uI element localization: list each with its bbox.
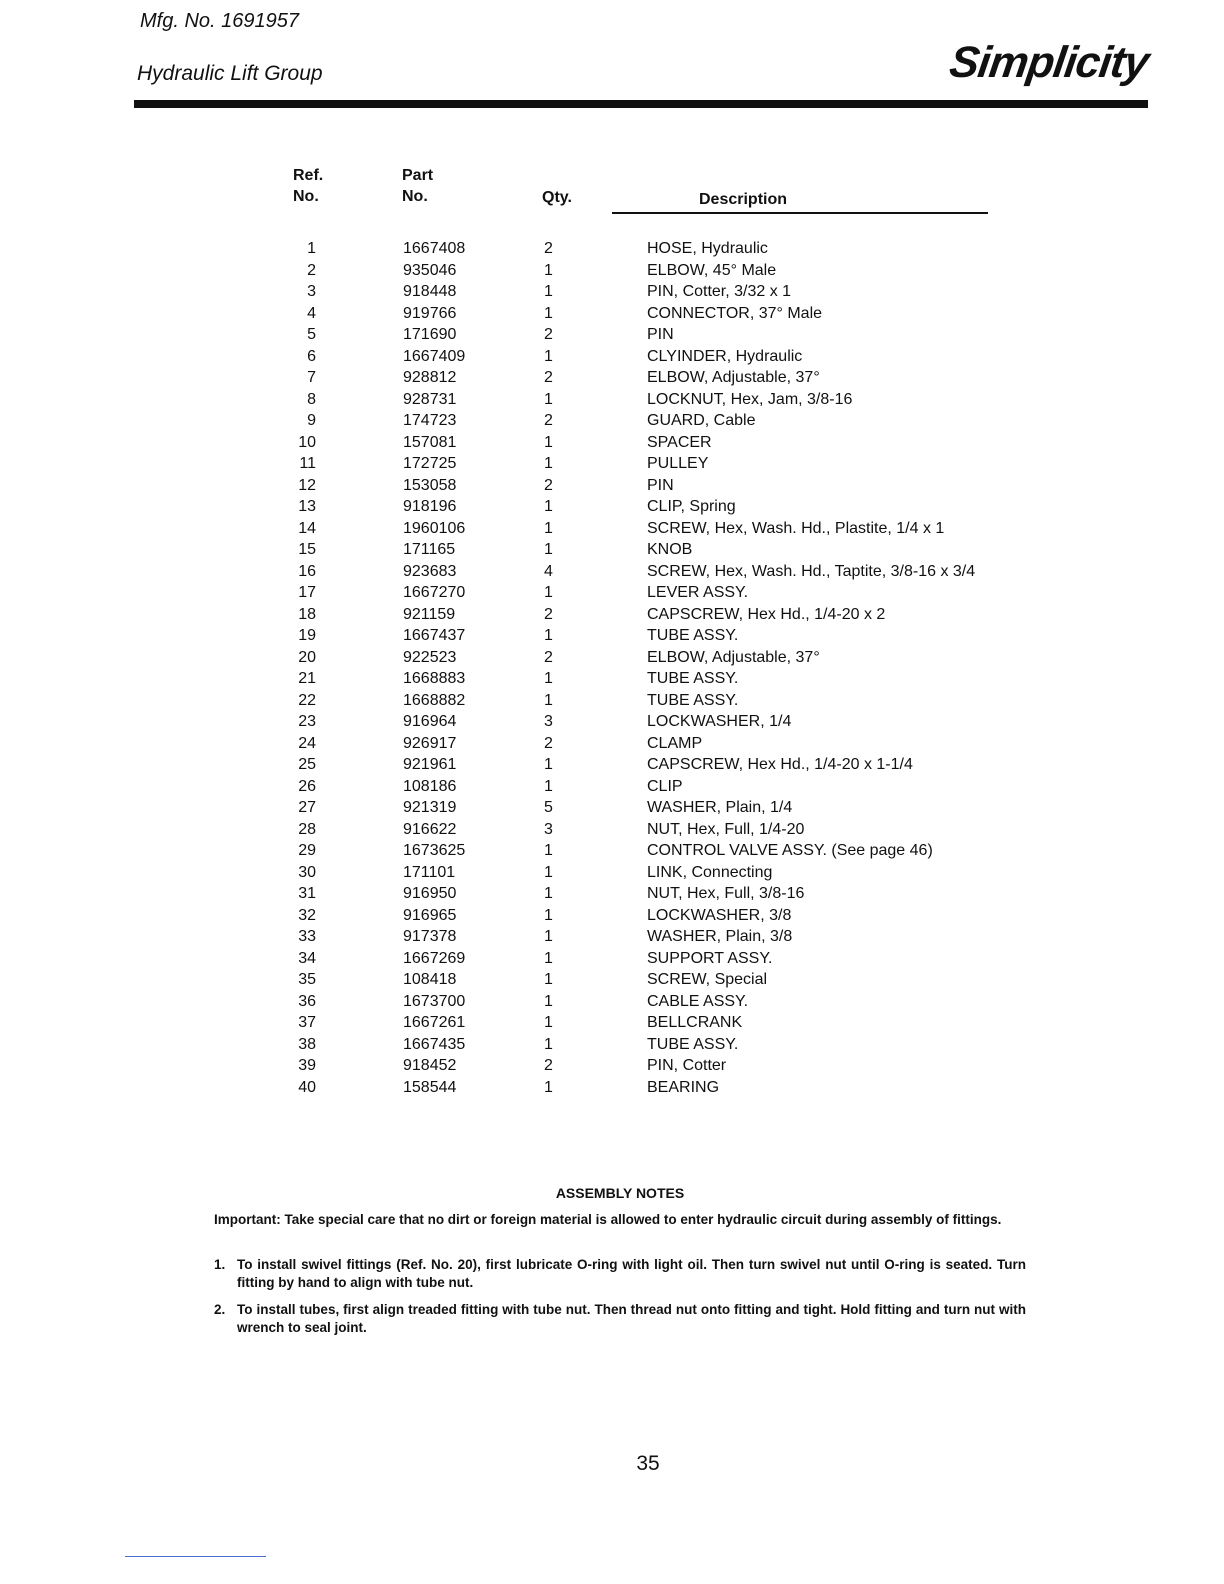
ref-no-cell: 12: [298, 476, 316, 494]
ref-no-cell: 14: [298, 519, 316, 537]
part-no-cell: 917378: [403, 928, 457, 945]
part-no-cell: 918196: [403, 498, 457, 515]
qty-cell: 1: [544, 390, 553, 408]
description-cell: PIN, Cotter, 3/32 x 1: [647, 283, 792, 300]
description-cell: SCREW, Special: [647, 971, 768, 988]
qty-cell: 1: [544, 971, 553, 988]
description-cell: TUBE ASSY.: [647, 1035, 739, 1053]
qty-cell: 2: [544, 476, 553, 494]
part-no-cell: 157081: [403, 433, 457, 451]
table-row: [0, 475, 1224, 497]
table-row: [0, 711, 1224, 733]
description-cell: TUBE ASSY.: [647, 627, 739, 644]
table-row: [0, 1077, 1224, 1099]
table-row: [0, 883, 1224, 905]
qty-cell: 1: [544, 519, 553, 537]
table-row: [0, 281, 1224, 303]
table-row: [0, 776, 1224, 798]
mfg-number: Mfg. No. 1691957: [140, 10, 299, 32]
description-cell: LOCKWASHER, 3/8: [647, 906, 792, 924]
ref-no-cell: 36: [298, 992, 316, 1010]
ref-no-cell: 24: [298, 734, 316, 752]
ref-no-cell: 22: [298, 691, 316, 709]
table-row: [0, 926, 1224, 948]
qty-cell: 2: [544, 412, 553, 429]
notes-intro: Important: Take special care that no dirt or foreign material is allowed to enter hydraulic circuit during assembly of fittings.: [214, 1212, 1002, 1227]
ref-no-cell: 4: [307, 304, 316, 322]
part-no-cell: 928731: [403, 390, 457, 408]
part-no-cell: 1673700: [403, 992, 466, 1010]
qty-cell: 1: [544, 455, 553, 472]
qty-cell: 1: [544, 906, 553, 924]
part-no-cell: 916622: [403, 820, 457, 838]
table-row: [0, 604, 1224, 626]
description-cell: CLIP, Spring: [647, 498, 736, 515]
qty-cell: 3: [544, 713, 553, 730]
description-cell: CLYINDER, Hydraulic: [647, 347, 803, 365]
qty-cell: 1: [544, 992, 553, 1010]
description-cell: GUARD, Cable: [647, 412, 756, 429]
description-cell: TUBE ASSY.: [647, 670, 739, 687]
qty-cell: 1: [544, 541, 553, 558]
qty-cell: 1: [544, 261, 553, 279]
table-row: [0, 453, 1224, 475]
qty-cell: 1: [544, 1014, 553, 1031]
part-no-cell: 158544: [403, 1078, 457, 1096]
description-cell: CAPSCREW, Hex Hd., 1/4-20 x 2: [647, 605, 886, 623]
ref-no-cell: 28: [298, 820, 316, 838]
part-no-cell: 1667408: [403, 240, 466, 257]
ref-no-cell: 32: [298, 906, 316, 924]
qty-cell: 1: [544, 756, 553, 773]
part-no-cell: 171101: [403, 863, 456, 881]
ref-no-cell: 39: [298, 1057, 316, 1074]
part-no-cell: 172725: [403, 455, 457, 472]
ref-no-cell: 16: [298, 562, 316, 580]
description-cell: LINK, Connecting: [647, 863, 773, 881]
header-underline: [612, 212, 988, 214]
note-number: 2.: [214, 1302, 226, 1317]
ref-no-cell: 40: [298, 1078, 316, 1096]
qty-cell: 1: [544, 304, 553, 322]
description-cell: ELBOW, Adjustable, 37°: [647, 648, 820, 666]
description-cell: BEARING: [647, 1078, 720, 1096]
table-row: [0, 647, 1224, 669]
part-no-cell: 174723: [403, 412, 457, 429]
qty-cell: 1: [544, 863, 553, 881]
table-row: [0, 754, 1224, 776]
header-qty: Qty.: [542, 189, 572, 206]
part-no-cell: 1668883: [403, 670, 466, 687]
ref-no-cell: 19: [298, 627, 316, 644]
qty-cell: 1: [544, 1078, 553, 1096]
table-row: [0, 840, 1224, 862]
table-row: [0, 991, 1224, 1013]
ref-no-cell: 15: [298, 541, 316, 558]
table-row: [0, 238, 1224, 260]
table-row: [0, 1034, 1224, 1056]
part-no-cell: 919766: [403, 304, 457, 322]
part-no-cell: 923683: [403, 562, 457, 580]
ref-no-cell: 8: [307, 390, 316, 408]
table-row: [0, 303, 1224, 325]
qty-cell: 4: [544, 562, 553, 580]
part-no-cell: 916964: [403, 713, 457, 730]
qty-cell: 1: [544, 928, 553, 945]
description-cell: CLIP: [647, 777, 683, 795]
table-row: [0, 1012, 1224, 1034]
part-no-cell: 171165: [403, 541, 456, 558]
description-cell: CONTROL VALVE ASSY. (See page 46): [647, 842, 933, 859]
qty-cell: 1: [544, 949, 553, 967]
qty-cell: 2: [544, 240, 553, 257]
description-cell: PIN: [647, 326, 674, 343]
ref-no-cell: 37: [298, 1014, 316, 1031]
note-text: To install swivel fittings (Ref. No. 20), first lubricate O-ring with light oil. Then turn swivel nut until O-ring is seated. Turn fitting by hand to align with tube nut.: [237, 1257, 1026, 1290]
note-item: [214, 1301, 1026, 1337]
table-row: [0, 410, 1224, 432]
ref-no-cell: 1: [307, 240, 316, 257]
part-no-cell: 153058: [403, 476, 457, 494]
description-cell: CLAMP: [647, 734, 703, 752]
part-no-cell: 1667261: [403, 1014, 466, 1031]
table-row: [0, 733, 1224, 755]
note-number: 1.: [214, 1257, 226, 1272]
ref-no-cell: 21: [298, 670, 316, 687]
description-cell: PIN, Cotter: [647, 1057, 727, 1074]
part-no-cell: 916965: [403, 906, 457, 924]
qty-cell: 1: [544, 1035, 553, 1053]
part-no-cell: 1673625: [403, 842, 466, 859]
qty-cell: 1: [544, 627, 553, 644]
part-no-cell: 918448: [403, 283, 457, 300]
table-row: [0, 969, 1224, 991]
description-cell: TUBE ASSY.: [647, 691, 739, 709]
qty-cell: 1: [544, 670, 553, 687]
header-ref-no: Ref. No.: [293, 167, 324, 205]
qty-cell: 1: [544, 842, 553, 859]
table-row: [0, 797, 1224, 819]
description-cell: PIN: [647, 476, 674, 494]
part-no-cell: 1667435: [403, 1035, 466, 1053]
part-no-cell: 1668882: [403, 691, 466, 709]
qty-cell: 5: [544, 799, 553, 816]
part-no-cell: 921319: [403, 799, 457, 816]
description-cell: SUPPORT ASSY.: [647, 949, 773, 967]
part-no-cell: 921159: [403, 605, 456, 623]
part-no-cell: 108186: [403, 777, 457, 795]
description-cell: LEVER ASSY.: [647, 584, 749, 601]
qty-cell: 2: [544, 326, 553, 343]
part-no-cell: 1667269: [403, 949, 466, 967]
description-cell: CAPSCREW, Hex Hd., 1/4-20 x 1-1/4: [647, 756, 913, 773]
table-row: [0, 367, 1224, 389]
table-row: [0, 668, 1224, 690]
description-cell: CABLE ASSY.: [647, 992, 749, 1010]
part-no-cell: 1667437: [403, 627, 466, 644]
table-row: [0, 948, 1224, 970]
ref-no-cell: 27: [298, 799, 316, 816]
part-no-cell: 922523: [403, 648, 457, 666]
ref-no-cell: 10: [298, 433, 316, 451]
table-row: [0, 518, 1224, 540]
part-no-cell: 918452: [403, 1057, 457, 1074]
table-row: [0, 1055, 1224, 1077]
description-cell: HOSE, Hydraulic: [647, 240, 768, 257]
part-no-cell: 1667270: [403, 584, 466, 601]
part-no-cell: 1960106: [403, 519, 466, 537]
qty-cell: 1: [544, 283, 553, 300]
ref-no-cell: 17: [298, 584, 316, 601]
ref-no-cell: 7: [307, 369, 316, 386]
description-cell: ELBOW, Adjustable, 37°: [647, 369, 820, 386]
table-row: [0, 346, 1224, 368]
part-no-cell: 926917: [403, 734, 457, 752]
qty-cell: 3: [544, 820, 553, 838]
qty-cell: 2: [544, 1057, 553, 1074]
description-cell: BELLCRANK: [647, 1014, 743, 1031]
description-cell: SCREW, Hex, Wash. Hd., Taptite, 3/8-16 x 3/4: [647, 562, 976, 580]
table-row: [0, 690, 1224, 712]
part-no-cell: 108418: [403, 971, 457, 988]
table-row: [0, 324, 1224, 346]
table-row: [0, 389, 1224, 411]
qty-cell: 1: [544, 584, 553, 601]
qty-cell: 1: [544, 777, 553, 795]
ref-no-cell: 5: [307, 326, 316, 343]
ref-no-cell: 18: [298, 605, 316, 623]
parts-table: [0, 238, 1224, 1098]
table-row: [0, 539, 1224, 561]
qty-cell: 1: [544, 691, 553, 709]
table-row: [0, 819, 1224, 841]
qty-cell: 2: [544, 369, 553, 386]
table-row: [0, 905, 1224, 927]
ref-no-cell: 34: [298, 949, 316, 967]
qty-cell: 1: [544, 433, 553, 451]
qty-cell: 2: [544, 648, 553, 666]
ref-no-cell: 31: [298, 885, 316, 902]
qty-cell: 2: [544, 734, 553, 752]
description-cell: LOCKNUT, Hex, Jam, 3/8-16: [647, 390, 853, 408]
ref-no-cell: 29: [298, 842, 316, 859]
table-row: [0, 496, 1224, 518]
table-row: [0, 625, 1224, 647]
ref-no-cell: 33: [298, 928, 316, 945]
part-no-cell: 921961: [403, 756, 457, 773]
part-no-cell: 928812: [403, 369, 457, 386]
header-description: Description: [699, 191, 788, 208]
table-row: [0, 260, 1224, 282]
qty-cell: 1: [544, 885, 553, 902]
note-text: To install tubes, first align treaded fitting with tube nut. Then thread nut onto fitting and tight. Hold fitting and turn nut with wrench to seal joint.: [237, 1302, 1026, 1335]
description-cell: NUT, Hex, Full, 1/4-20: [647, 820, 805, 838]
description-cell: PULLEY: [647, 455, 709, 472]
ref-no-cell: 30: [298, 863, 316, 881]
ref-no-cell: 11: [299, 455, 316, 472]
ref-no-cell: 9: [307, 412, 316, 429]
table-row: [0, 432, 1224, 454]
header-part-no: Part No.: [402, 167, 434, 205]
brand-logo: Simplicity: [946, 38, 1152, 87]
part-no-cell: 916950: [403, 885, 457, 902]
description-cell: SPACER: [647, 433, 712, 451]
notes-title: ASSEMBLY NOTES: [555, 1185, 685, 1201]
description-cell: SCREW, Hex, Wash. Hd., Plastite, 1/4 x 1: [647, 519, 945, 537]
table-row: [0, 862, 1224, 884]
part-no-cell: 171690: [403, 326, 457, 343]
ref-no-cell: 26: [298, 777, 316, 795]
qty-cell: 2: [544, 605, 553, 623]
section-title: Hydraulic Lift Group: [137, 62, 323, 85]
part-no-cell: 1667409: [403, 347, 466, 365]
part-no-cell: 935046: [403, 261, 457, 279]
ref-no-cell: 20: [298, 648, 316, 666]
description-cell: LOCKWASHER, 1/4: [647, 713, 792, 730]
page-number: 35: [636, 1452, 660, 1475]
note-item: [214, 1256, 1026, 1292]
ref-no-cell: 13: [298, 498, 316, 515]
ref-no-cell: 25: [298, 756, 316, 773]
description-cell: CONNECTOR, 37° Male: [647, 304, 823, 322]
ref-no-cell: 23: [298, 713, 316, 730]
ref-no-cell: 3: [307, 283, 316, 300]
description-cell: KNOB: [647, 541, 693, 558]
ref-no-cell: 2: [307, 261, 316, 279]
table-row: [0, 582, 1224, 604]
description-cell: WASHER, Plain, 1/4: [647, 799, 793, 816]
qty-cell: 1: [544, 347, 553, 365]
table-row: [0, 561, 1224, 583]
qty-cell: 1: [544, 498, 553, 515]
header-rule: [134, 100, 1148, 108]
footer-line: [125, 1556, 266, 1557]
ref-no-cell: 35: [298, 971, 316, 988]
description-cell: WASHER, Plain, 3/8: [647, 928, 793, 945]
ref-no-cell: 6: [307, 347, 316, 365]
ref-no-cell: 38: [298, 1035, 316, 1053]
description-cell: NUT, Hex, Full, 3/8-16: [647, 885, 805, 902]
description-cell: ELBOW, 45° Male: [647, 261, 777, 279]
